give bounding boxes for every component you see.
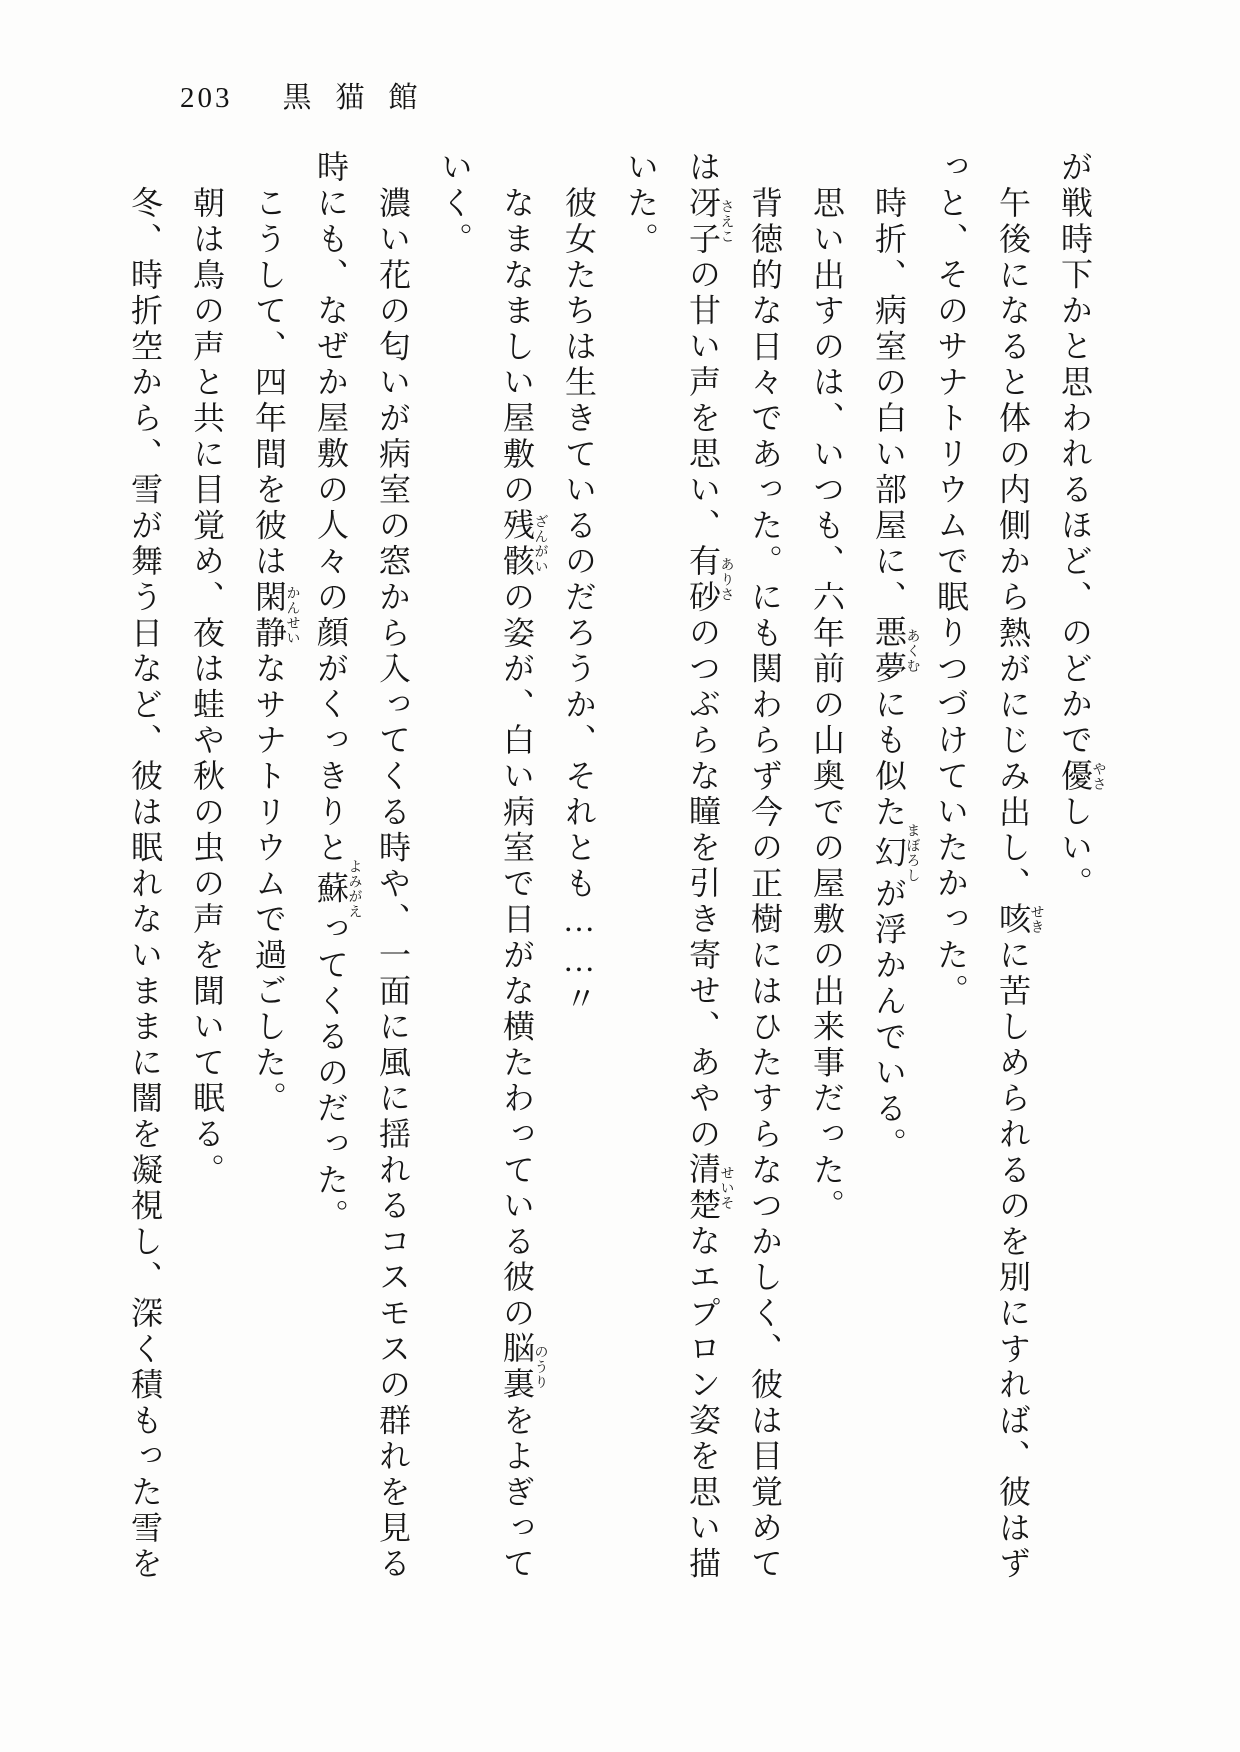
furigana: さえこ xyxy=(718,185,734,258)
paragraph: 朝は鳥の声と共に目覚め、夜は蛙や秋の虫の声を聞いて眠る。 xyxy=(189,185,225,1189)
furigana: のうり xyxy=(532,1331,548,1404)
paragraph: 彼女たちは生きているのだろうか、それとも……〃 xyxy=(561,185,597,1018)
page-header xyxy=(180,84,442,113)
ruby-annotated-word: 閑静かんせい xyxy=(251,579,300,652)
ruby-annotated-word: 残骸ざんがい xyxy=(499,508,548,580)
furigana: まぼろし xyxy=(904,823,920,884)
paragraph: こうして、四年間を彼は閑静かんせいなサナトリウムで過ごした。 xyxy=(251,185,300,1117)
ruby-annotated-word: 冴子さえこ xyxy=(685,185,734,258)
paragraph: 午後になると体の内側から熱がにじみ出し、咳せきに苦しめられるのを別にすれば、彼はずっと、そのサナトリウムで眠りつづけていたかった。 xyxy=(933,150,1044,1583)
ruby-annotated-word: 優やさ xyxy=(1057,758,1106,795)
furigana: せいそ xyxy=(718,1152,734,1225)
ruby-annotated-word: 咳せき xyxy=(995,901,1044,938)
ruby-annotated-word: 有砂ありさ xyxy=(685,543,734,616)
furigana: よみがえ xyxy=(346,859,362,919)
furigana: あくむ xyxy=(904,615,920,687)
furigana: せき xyxy=(1028,901,1044,938)
ruby-annotated-word: 清楚せいそ xyxy=(685,1152,734,1225)
furigana: ざんがい xyxy=(532,508,548,580)
furigana: かんせい xyxy=(284,579,300,652)
furigana: やさ xyxy=(1090,758,1106,795)
paragraph: なまなましい屋敷の残骸ざんがいの姿が、白い病室で日がな横たわっている彼の脳裏のうりをよぎっていく。 xyxy=(437,150,548,1583)
paragraph: 思い出すのは、いつも、六年前の山奥での屋敷の出来事だった。 xyxy=(809,185,845,1224)
ruby-annotated-word: 悪夢あくむ xyxy=(871,615,920,688)
paragraph: 時折、病室の白い部屋に、悪夢あくむにも似た幻まぼろしが浮かんでいる。 xyxy=(871,185,920,1163)
page-number: 203 xyxy=(180,82,233,114)
book-title: 黒猫館 xyxy=(282,82,442,114)
paragraph: が戦時下かと思われるほど、のどかで優やさしい。 xyxy=(1057,150,1106,902)
paragraph: 濃い花の匂いが病室の窓から入ってくる時や、一面に風に揺れるコスモスの群れを見る時にも、なぜか屋敷の人々の顔がくっきりと蘇よみがえってくるのだった。 xyxy=(313,150,411,1582)
ruby-annotated-word: 蘇よみがえ xyxy=(313,859,362,919)
paragraph: 冬、時折空から、雪が舞う日など、彼は眠れないままに闇を凝視し、深く積もった雪を xyxy=(127,185,163,1582)
paragraph: 背徳的な日々であった。にも関わらず今の正樹にはひたすらなつかしく、彼は目覚めては冴子さえこの甘い声を思い、有砂ありさのつぶらな瞳を引き寄せ、あやの清楚せいそなエプロン姿を思い描いた。 xyxy=(623,150,783,1583)
ruby-annotated-word: 幻まぼろし xyxy=(871,823,920,884)
furigana: ありさ xyxy=(718,543,734,616)
text-body xyxy=(114,150,1106,1586)
ruby-annotated-word: 脳裏のうり xyxy=(499,1331,548,1404)
